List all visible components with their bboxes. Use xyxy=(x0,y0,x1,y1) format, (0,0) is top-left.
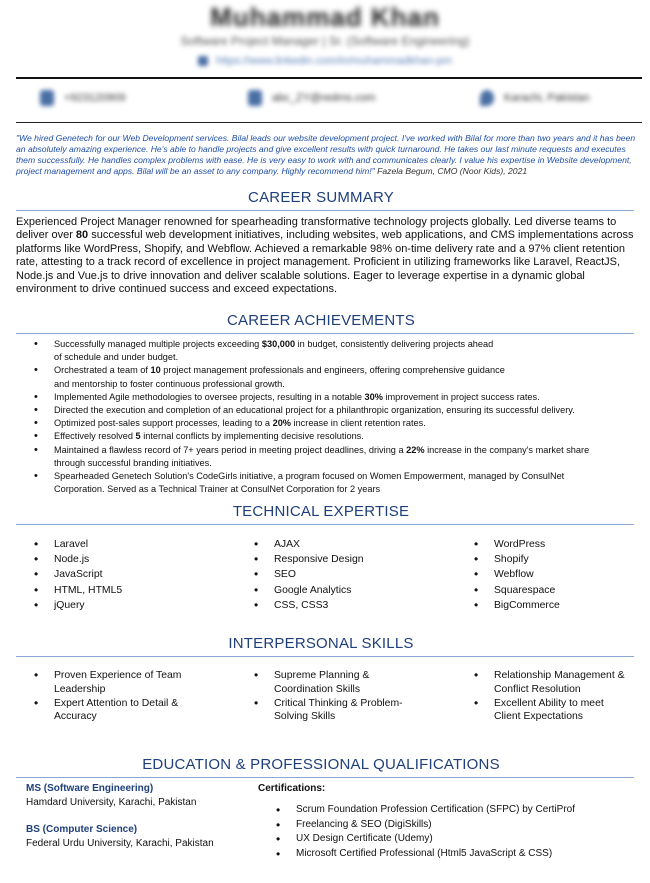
certification-item: • Microsoft Certified Professional (Html5 JavaScript & CSS) xyxy=(276,847,638,862)
contact-location: Karachi, Pakistan xyxy=(480,90,590,106)
interpersonal-skill-item: • Expert Attention to Detail & Accuracy xyxy=(34,697,181,725)
contact-divider xyxy=(16,122,642,123)
technical-skill-item: • SEO xyxy=(254,567,364,582)
header-divider xyxy=(16,77,642,79)
interpersonal-column-2 xyxy=(254,669,403,724)
technical-skill-item: • JavaScript xyxy=(34,567,122,582)
achievement-item: • Optimized post-sales support processes, leading to a 20% increase in client retention rates. xyxy=(34,417,638,430)
testimonial-author: Fazela Begum, CMO (Noor Kids), 2021 xyxy=(377,166,528,176)
technical-column-1 xyxy=(34,537,122,613)
career-achievements-heading: CAREER ACHIEVEMENTS xyxy=(226,312,415,329)
contact-email[interactable]: abc_ZY@redms.com xyxy=(248,90,375,106)
technical-skill-item: • Squarespace xyxy=(474,583,560,598)
resume-header xyxy=(0,0,650,125)
section-divider xyxy=(16,777,634,778)
section-divider xyxy=(16,524,634,525)
section-divider xyxy=(16,210,634,211)
technical-skill-item: • jQuery xyxy=(34,598,122,613)
phone-icon xyxy=(40,90,54,106)
profile-link-row[interactable] xyxy=(0,55,650,67)
certification-item: • Scrum Foundation Profession Certification (SFPC) by CertiProf xyxy=(276,803,638,818)
achievement-item: • Maintained a flawless record of 7+ years period in meeting project deadlines, driving a 22% increase in the company's market share through successful branding initiatives. xyxy=(34,444,638,470)
technical-skill-item: • WordPress xyxy=(474,537,560,552)
technical-skill-item: • Shopify xyxy=(474,552,560,567)
ms-degree: MS (Software Engineering) xyxy=(26,783,154,794)
technical-column-2 xyxy=(254,537,364,613)
achievement-item: • Successfully managed multiple projects exceeding $30,000 in budget, consistently delivering projects ahead of schedule and under budget. xyxy=(34,338,638,364)
technical-skill-item: • Webflow xyxy=(474,567,560,582)
certifications-list xyxy=(258,803,638,862)
interpersonal-skills-heading: INTERPERSONAL SKILLS xyxy=(228,635,414,652)
interpersonal-skill-item: • Supreme Planning & Coordination Skills xyxy=(254,669,403,697)
achievement-item: • Implemented Agile methodologies to oversee projects, resulting in a notable 30% improvement in project success rates. xyxy=(34,391,638,404)
achievement-item: • Effectively resolved 5 internal conflicts by implementing decisive resolutions. xyxy=(34,430,638,443)
candidate-title: Software Project Manager | Sr. (Software Engineering) xyxy=(180,34,470,48)
technical-skill-item: • Node.js xyxy=(34,552,122,567)
career-summary-heading: CAREER SUMMARY xyxy=(248,189,394,206)
technical-column-3 xyxy=(474,537,560,613)
technical-skill-item: • Laravel xyxy=(34,537,122,552)
testimonial-quote: "We hired Genetech for our Web Development services. Bilal leads our website development project. I've worked with Bilal for more than two years and it has been an absolutely amazing experience. He's able to handle projects and give excellent results with quick turnaround. He takes our last minute requests and executes them successfully. He handles complex problems with ease. He is very easy to work with and communicates clearly. I value his expertise in Website development, project management and apps. Bilal will be an asset to any company. Highly recommend him!" xyxy=(16,133,636,176)
achievement-item: • Directed the execution and completion of an educational project for a philanthropic organization, ensuring its successful delivery. xyxy=(34,404,638,417)
interpersonal-column-1 xyxy=(34,669,181,724)
profile-link[interactable]: https://www.linkedin.com/in/muhammadkhan-pm xyxy=(216,55,452,67)
contact-phone: +923120909 xyxy=(40,90,125,106)
interpersonal-column-3 xyxy=(474,669,625,724)
interpersonal-skill-item: • Excellent Ability to meet Client Expectations xyxy=(474,697,625,725)
contact-row xyxy=(0,86,650,114)
candidate-name: Muhammad Khan xyxy=(210,2,440,32)
interpersonal-skill-item: • Critical Thinking & Problem- Solving Skills xyxy=(254,697,403,725)
technical-skill-item: • CSS, CSS3 xyxy=(254,598,364,613)
technical-skill-item: • Responsive Design xyxy=(254,552,364,567)
section-divider xyxy=(16,656,634,657)
degrees xyxy=(26,782,256,850)
technical-skill-item: • BigCommerce xyxy=(474,598,560,613)
certification-item: • UX Design Certificate (Udemy) xyxy=(276,832,638,847)
technical-skill-item: • Google Analytics xyxy=(254,583,364,598)
technical-expertise-heading: TECHNICAL EXPERTISE xyxy=(232,503,410,520)
education-heading: EDUCATION & PROFESSIONAL QUALIFICATIONS xyxy=(142,756,500,773)
achievements-list xyxy=(34,338,638,496)
achievement-item: • Orchestrated a team of 10 project management professionals and engineers, offering comprehensive guidance and mentorship to foster continuous professional growth. xyxy=(34,364,638,390)
link-icon xyxy=(198,56,208,66)
technical-skill-item: • HTML, HTML5 xyxy=(34,583,122,598)
achievement-item: • Spearheaded Genetech Solution's CodeGirls initiative, a program focused on Women Empowerment, managed by ConsulNet Corporation. Served as a Technical Trainer at ConsulNet Corporation for 2 years xyxy=(34,470,638,496)
bs-school: Federal Urdu University, Karachi, Pakistan xyxy=(26,837,214,849)
email-icon xyxy=(248,90,262,106)
interpersonal-skill-item: • Relationship Management & Conflict Resolution xyxy=(474,669,625,697)
interpersonal-skill-item: • Proven Experience of Team Leadership xyxy=(34,669,181,697)
career-summary-text: Experienced Project Manager renowned for spearheading transformative technology projects globally. Led diverse teams to deliver over 80 successful web development initiatives, including websites, web applications, and CMS implementations across platforms like WordPress, Shopify, and Webflow. Achieved a remarkable 98% on-time delivery rate and a 97% client retention rate, attesting to a track record of excellence in project management. Proficient in utilizing frameworks like Laravel, ReactJS, Node.js and Vue.js to drive innovation and deliver scalable solutions. Eager to leverage expertise in a dynamic global environment to drive continued success and exceed expectations. xyxy=(16,216,634,296)
certifications-heading: Certifications: xyxy=(258,783,326,794)
location-icon xyxy=(480,90,494,106)
certification-item: • Freelancing & SEO (DigiSkills) xyxy=(276,818,638,833)
bs-degree: BS (Computer Science) xyxy=(26,824,138,836)
ms-school: Hamdard University, Karachi, Pakistan xyxy=(26,796,197,808)
certifications xyxy=(258,782,638,862)
section-divider xyxy=(16,333,634,334)
technical-skill-item: • AJAX xyxy=(254,537,364,552)
testimonial xyxy=(16,133,642,177)
